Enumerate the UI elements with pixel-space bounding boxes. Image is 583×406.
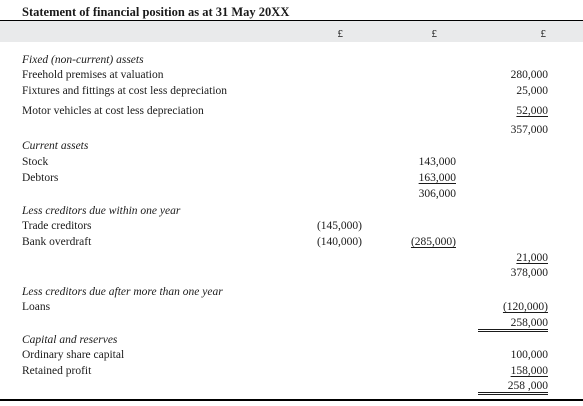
currency-header-1: £: [337, 28, 343, 40]
capital-reserves-total: 258 ,000: [478, 380, 548, 395]
fixed-assets-subtotal: 357,000: [510, 124, 548, 136]
motor-vehicles-value: 52,000: [516, 105, 548, 117]
freehold-premises-value: 280,000: [510, 69, 548, 81]
creditors-after-year-heading: Less creditors due after more than one year: [22, 286, 223, 298]
net-current-assets-value: 21,000: [516, 252, 548, 264]
current-assets-heading: Current assets: [22, 140, 89, 152]
capital-reserves-heading: Capital and reserves: [22, 334, 118, 346]
creditors-within-year-total: (285,000): [410, 236, 456, 248]
retained-profit-label: Retained profit: [22, 365, 92, 377]
total-less-current-liabilities: 378,000: [510, 267, 548, 279]
currency-header-2: £: [431, 28, 437, 40]
statement-title: Statement of financial position as at 31 May 20XX: [22, 5, 290, 19]
stock-label: Stock: [22, 156, 49, 168]
debtors-label: Debtors: [22, 172, 59, 184]
currency-header-3: £: [540, 28, 546, 40]
loans-value: (120,000): [502, 301, 548, 313]
trade-creditors-value: (145,000): [316, 220, 362, 232]
motor-vehicles-label: Motor vehicles at cost less depreciation: [22, 105, 204, 117]
title-row: [0, 0, 583, 21]
current-assets-subtotal: 306,000: [418, 188, 456, 200]
share-capital-value: 100,000: [510, 349, 548, 361]
loans-label: Loans: [22, 301, 51, 313]
share-capital-label: Ordinary share capital: [22, 349, 125, 361]
fixed-assets-heading: Fixed (non-current) assets: [22, 54, 144, 66]
fixtures-value: 25,000: [516, 85, 548, 97]
retained-profit-value: 158,000: [510, 365, 548, 377]
bottom-rule: [0, 399, 583, 401]
freehold-premises-label: Freehold premises at valuation: [22, 69, 164, 81]
trade-creditors-label: Trade creditors: [22, 220, 92, 232]
net-assets-value: 258,000: [478, 317, 548, 332]
bank-overdraft-value: (140,000): [316, 236, 362, 248]
fixtures-label: Fixtures and fittings at cost less depreciation: [22, 85, 228, 97]
stock-value: 143,000: [418, 156, 456, 168]
debtors-value: 163,000: [418, 172, 456, 184]
creditors-within-year-heading: Less creditors due within one year: [22, 205, 181, 217]
bank-overdraft-label: Bank overdraft: [22, 236, 92, 248]
